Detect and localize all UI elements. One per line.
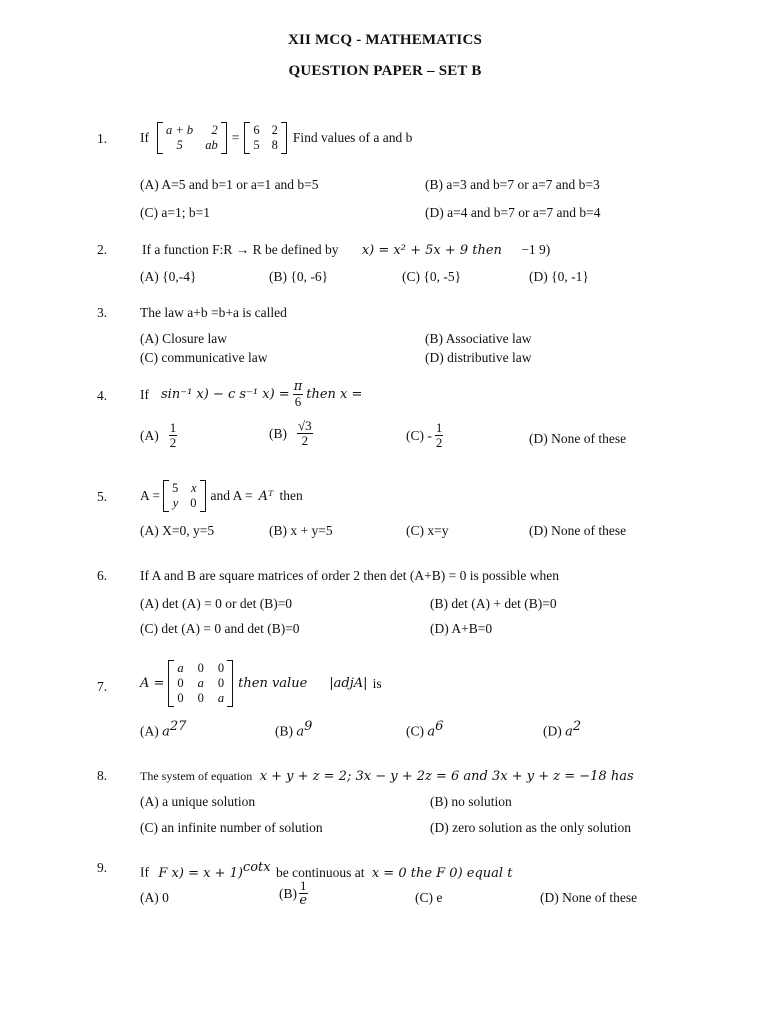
option-c: (C) x=y xyxy=(406,523,449,538)
option-c: (C) e xyxy=(415,890,443,905)
question-text: If a function F:R → R be defined by x) = x² + 5x + 9 then −1 9) xyxy=(142,242,551,258)
matrix-right: 6 2 5 8 xyxy=(244,122,287,154)
option-a: (A) A=5 and b=1 or a=1 and b=5 xyxy=(140,177,319,192)
question-text: A = a 0 0 0 a 0 0 0 a then value |adjA| is xyxy=(140,661,382,705)
option-a: (A) X=0, y=5 xyxy=(140,523,215,538)
option-d: (D) a=4 and b=7 or a=7 and b=4 xyxy=(425,205,601,220)
matrix: 5 x y 0 xyxy=(163,480,206,512)
question-number: 7. xyxy=(97,679,108,694)
question-number: 1. xyxy=(97,131,108,146)
question-number: 8. xyxy=(97,768,108,783)
option-d: (D) A+B=0 xyxy=(430,621,493,636)
question-number: 4. xyxy=(97,388,108,403)
question-text: The system of equation x + y + z = 2; 3x − y + 2z = 6 and 3x + y + z = −18 has xyxy=(140,769,634,784)
option-c: (C) $a^6$ xyxy=(406,719,444,740)
question-text: If sin⁻¹ x) − c s⁻¹ x) = $\frac{\pi}{6}$ then x = xyxy=(140,379,363,409)
option-a: (A) $a^{27}$ xyxy=(140,719,187,740)
option-a: (A) det (A) = 0 or det (B)=0 xyxy=(140,596,293,611)
option-c: (C) communicative law xyxy=(140,350,268,365)
option-d: (D) None of these xyxy=(529,431,627,446)
option-a: (A) a unique solution xyxy=(140,794,256,809)
option-d: (D) $a^2$ xyxy=(543,719,582,740)
question-text: A = 5 x y 0 and A = Aᵀ then xyxy=(140,481,303,510)
option-c: (C) {0, -5} xyxy=(402,269,462,284)
question-text: The law a+b =b+a is called xyxy=(140,305,287,320)
option-a: (A) Closure law xyxy=(140,331,227,346)
question-number: 3. xyxy=(97,305,108,320)
option-b: (B) {0, -6} xyxy=(269,269,329,284)
option-b: (B) $\frac{1}{e}$ xyxy=(279,878,308,908)
option-c: (C) an infinite number of solution xyxy=(140,820,323,835)
option-a: (A) $\frac{1}{2}$ xyxy=(140,420,177,450)
option-b: (B) x + y=5 xyxy=(269,523,333,538)
question-text: If A and B are square matrices of order 2 then det (A+B) = 0 is possible when xyxy=(140,568,559,583)
option-a: (A) 0 xyxy=(140,890,169,905)
question-number: 9. xyxy=(97,860,108,875)
question-text: If F x) = x + 1)$^{cotx}$ be continuous at x = 0 the F 0) equal t xyxy=(140,860,513,881)
option-b: (B) Associative law xyxy=(425,331,532,346)
option-d: (D) None of these xyxy=(529,523,627,538)
fraction: $\frac{\pi}{6}$ xyxy=(293,379,303,409)
option-b: (B) $\frac{√3}{2}$ xyxy=(269,418,312,448)
option-b: (B) det (A) + det (B)=0 xyxy=(430,596,557,611)
option-d: (D) zero solution as the only solution xyxy=(430,820,631,835)
option-a: (A) {0,-4} xyxy=(140,269,197,284)
matrix-left: a + b 2 5 ab xyxy=(157,122,227,154)
option-d: (D) {0, -1} xyxy=(529,269,589,284)
question-number: 2. xyxy=(97,242,108,257)
matrix: a 0 0 0 a 0 0 0 a xyxy=(168,660,233,707)
option-b: (B) a=3 and b=7 or a=7 and b=3 xyxy=(425,177,600,192)
question-text: If a + b 2 5 ab = 6 2 5 8 Find values of a and b xyxy=(140,123,413,152)
option-d: (D) None of these xyxy=(540,890,638,905)
option-b: (B) $a^9$ xyxy=(275,719,313,740)
option-c: (C) det (A) = 0 and det (B)=0 xyxy=(140,621,300,636)
question-number: 6. xyxy=(97,568,108,583)
option-c: (C) - $\frac{1}{2}$ xyxy=(406,420,443,450)
option-b: (B) no solution xyxy=(430,794,512,809)
paper-subtitle: QUESTION PAPER – SET B xyxy=(288,63,482,79)
question-number: 5. xyxy=(97,489,108,504)
paper-title: XII MCQ - MATHEMATICS xyxy=(287,32,483,48)
option-d: (D) distributive law xyxy=(425,350,532,365)
option-c: (C) a=1; b=1 xyxy=(140,205,210,220)
